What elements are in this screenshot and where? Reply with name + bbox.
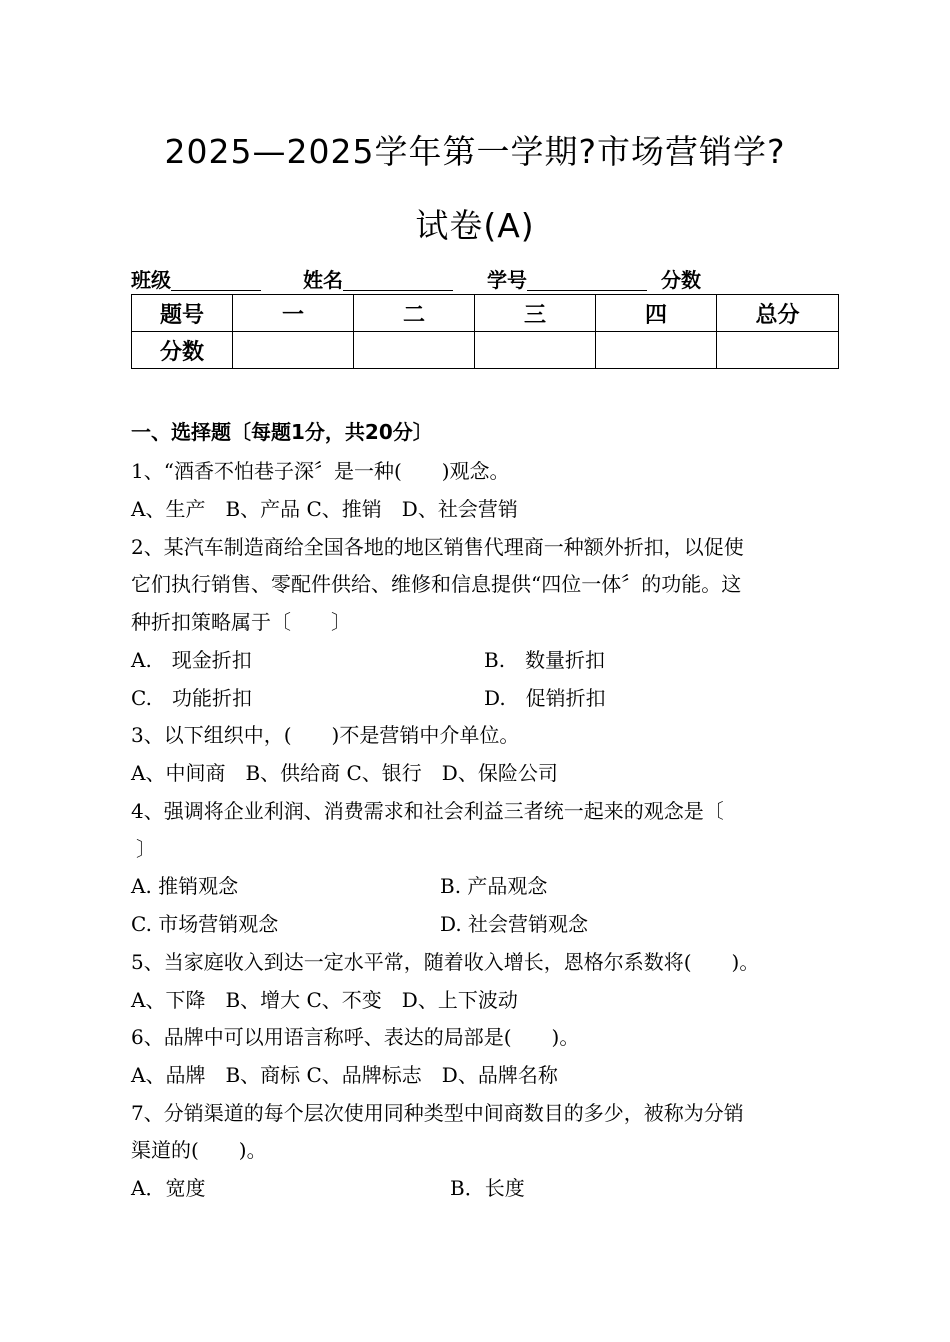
question-6-options: A、品牌 B、商标 C、品牌标志 D、品牌名称 [131,1063,558,1087]
score-row-label: 分数 [132,332,233,369]
student-info-line [131,264,701,293]
question-7-option-a: A．宽度 [131,1176,206,1200]
question-5-options: A、下降 B、增大 C、不变 D、上下波动 [131,988,518,1012]
name-label: 姓名 [303,268,343,292]
header-cell-1: 一 [233,295,354,332]
question-3: 3、以下组织中，( )不是营销中介单位。 [131,723,520,747]
class-label: 班级 [131,268,171,292]
score-table-header-row [132,295,839,332]
score-table [131,294,839,369]
name-field[interactable] [343,270,453,291]
question-7-option-b: B．长度 [450,1176,525,1200]
score-label: 分数 [661,268,701,292]
header-cell-total: 总分 [717,295,839,332]
question-7-line-2: 渠道的( )。 [131,1138,267,1162]
question-4-option-d: D. 社会营销观念 [440,912,589,936]
question-2-option-b: B. 数量折扣 [484,648,606,672]
question-4-option-b: B. 产品观念 [440,874,548,898]
header-cell-question-no: 题号 [132,295,233,332]
header-cell-3: 三 [475,295,596,332]
section-title: 一、选择题〔每题1分，共20分〕 [131,420,433,444]
score-cell-1[interactable] [233,332,354,369]
question-2-line-3: 种折扣策略属于〔 〕 [131,610,351,634]
question-2-option-d: D. 促销折扣 [484,686,606,710]
exam-subtitle: 试卷(A) [415,206,535,245]
question-4-line-1: 4、强调将企业利润、消费需求和社会利益三者统一起来的观念是〔 [131,799,724,823]
question-5: 5、当家庭收入到达一定水平常，随着收入增长，恩格尔系数将( )。 [131,950,760,974]
score-cell-3[interactable] [475,332,596,369]
question-6: 6、品牌中可以用语言称呼、表达的局部是( )。 [131,1025,580,1049]
class-field[interactable] [171,270,261,291]
question-3-options: A、中间商 B、供给商 C、银行 D、保险公司 [131,761,558,785]
student-id-field[interactable] [527,270,647,291]
score-cell-4[interactable] [596,332,717,369]
header-cell-2: 二 [354,295,475,332]
score-table-score-row [132,332,839,369]
question-4-option-c: C. 市场营销观念 [131,912,279,936]
question-2-line-2: 它们执行销售、零配件供给、维修和信息提供“四位一体〞的功能。这 [131,572,742,596]
score-cell-2[interactable] [354,332,475,369]
question-4-line-2: 〕 [136,837,156,861]
question-1-options: A、生产 B、产品 C、推销 D、社会营销 [131,497,518,521]
exam-title: 2025—2025学年第一学期?市场营销学? [164,132,786,171]
header-cell-4: 四 [596,295,717,332]
student-id-label: 学号 [487,268,527,292]
question-2-line-1: 2、某汽车制造商给全国各地的地区销售代理商一种额外折扣，以促使 [131,535,744,559]
question-7-line-1: 7、分销渠道的每个层次使用同种类型中间商数目的多少，被称为分销 [131,1101,744,1125]
question-1: 1、“酒香不怕巷子深〞是一种( )观念。 [131,459,510,483]
question-2-option-a: A. 现金折扣 [131,648,252,672]
question-2-option-c: C. 功能折扣 [131,686,252,710]
score-cell-total[interactable] [717,332,839,369]
question-4-option-a: A. 推销观念 [131,874,239,898]
